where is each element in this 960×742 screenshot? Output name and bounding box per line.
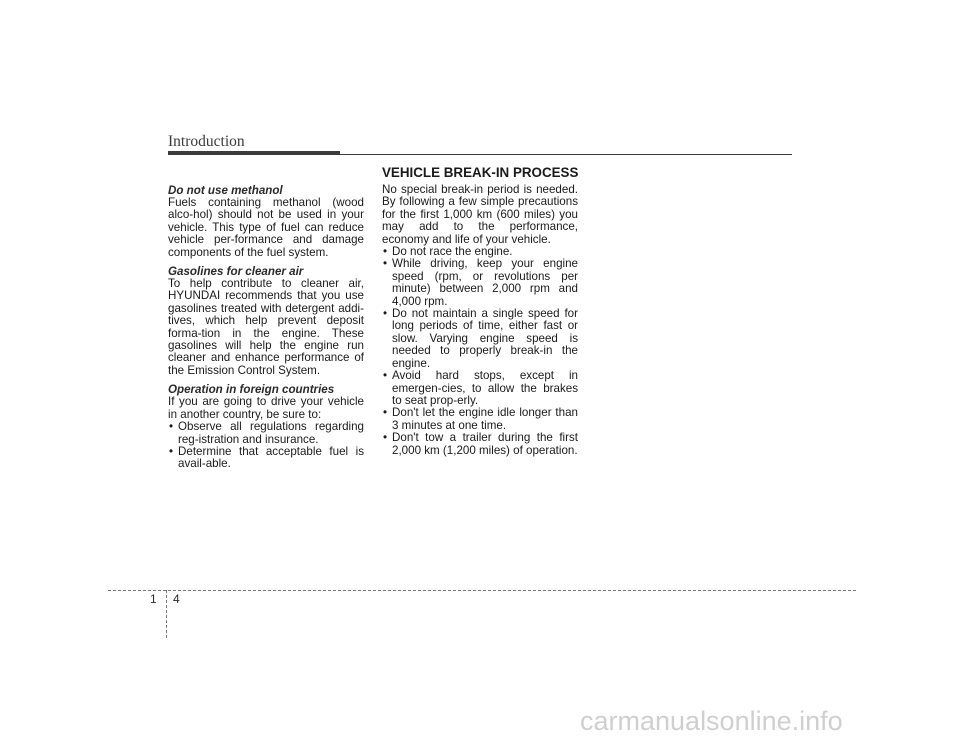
list-item [168,446,364,471]
bullet-icon: • [383,245,388,259]
left-column [168,184,364,471]
list-item [382,407,578,432]
list-item-text: Don't let the engine idle longer than 3 minutes at one time. [392,406,578,432]
header-rule-thick [168,151,340,155]
page-number: 4 [173,592,180,606]
bullet-icon: • [169,420,174,434]
list-item-text: Do not race the engine. [392,245,513,259]
paragraph-break-in-intro: No special break-in period is needed. By following a few simple precautions for the first 1,000 km (600 miles) you may add to the performance, economy and life of your vehicle. [382,183,578,246]
subheading-cleaner-air: Gasolines for cleaner air [168,265,304,279]
list-item-text: Don't tow a trailer during the first 2,000 km (1,200 miles) of operation. [392,431,578,457]
footer-dashed-rule [108,590,856,591]
paragraph-methanol: Fuels containing methanol (wood alco-hol) should not be used in your vehicle. This type of fuel can reduce vehicle per-formance and damage components of the fuel system. [168,196,364,259]
list-item [382,258,578,308]
bullet-icon: • [383,307,388,321]
chapter-number: 1 [150,592,157,606]
list-item [382,308,578,370]
list-item-text: Avoid hard stops, except in emergen-cies, to allow the brakes to seat prop-erly. [392,369,578,407]
right-column [382,184,578,457]
subheading-foreign-countries: Operation in foreign countries [168,383,335,397]
bullet-icon: • [383,406,388,420]
list-item [168,421,364,446]
bullet-icon: • [383,257,388,271]
bullet-icon: • [169,444,174,458]
bullet-icon: • [383,431,388,445]
paragraph-foreign-countries: If you are going to drive your vehicle in another country, be sure to: [168,395,364,421]
paragraph-cleaner-air: To help contribute to cleaner air, HYUNDAI recommends that you use gasolines treated with detergent addi-tives, which help prevent deposit forma-tion in the engine. These gasolines will help the engine run cleaner and enhance performance of the Emission Control System. [168,277,364,377]
list-item-text: Do not maintain a single speed for long periods of time, either fast or slow. Varying engine speed is needed to properly break-in the engine. [392,307,578,370]
header-rule-thin [340,154,792,155]
subheading-methanol: Do not use methanol [168,184,283,197]
section-title-break-in: VEHICLE BREAK-IN PROCESS [382,165,579,180]
bullet-icon: • [383,369,388,383]
list-item-text: While driving, keep your engine speed (rpm, or revolutions per minute) between 2,000 rpm and 4,000 rpm. [392,257,578,308]
break-in-list [382,246,578,457]
list-item-text: Determine that acceptable fuel is avail-able. [178,444,364,471]
footer-dashed-divider [166,590,167,638]
list-item-text: Observe all regulations regarding reg-istration and insurance. [178,420,364,446]
section-header-title: Introduction [168,133,245,150]
list-item [382,370,578,407]
foreign-countries-list [168,421,364,471]
list-item [382,432,578,457]
watermark: carmanualsonline.info [580,706,843,736]
